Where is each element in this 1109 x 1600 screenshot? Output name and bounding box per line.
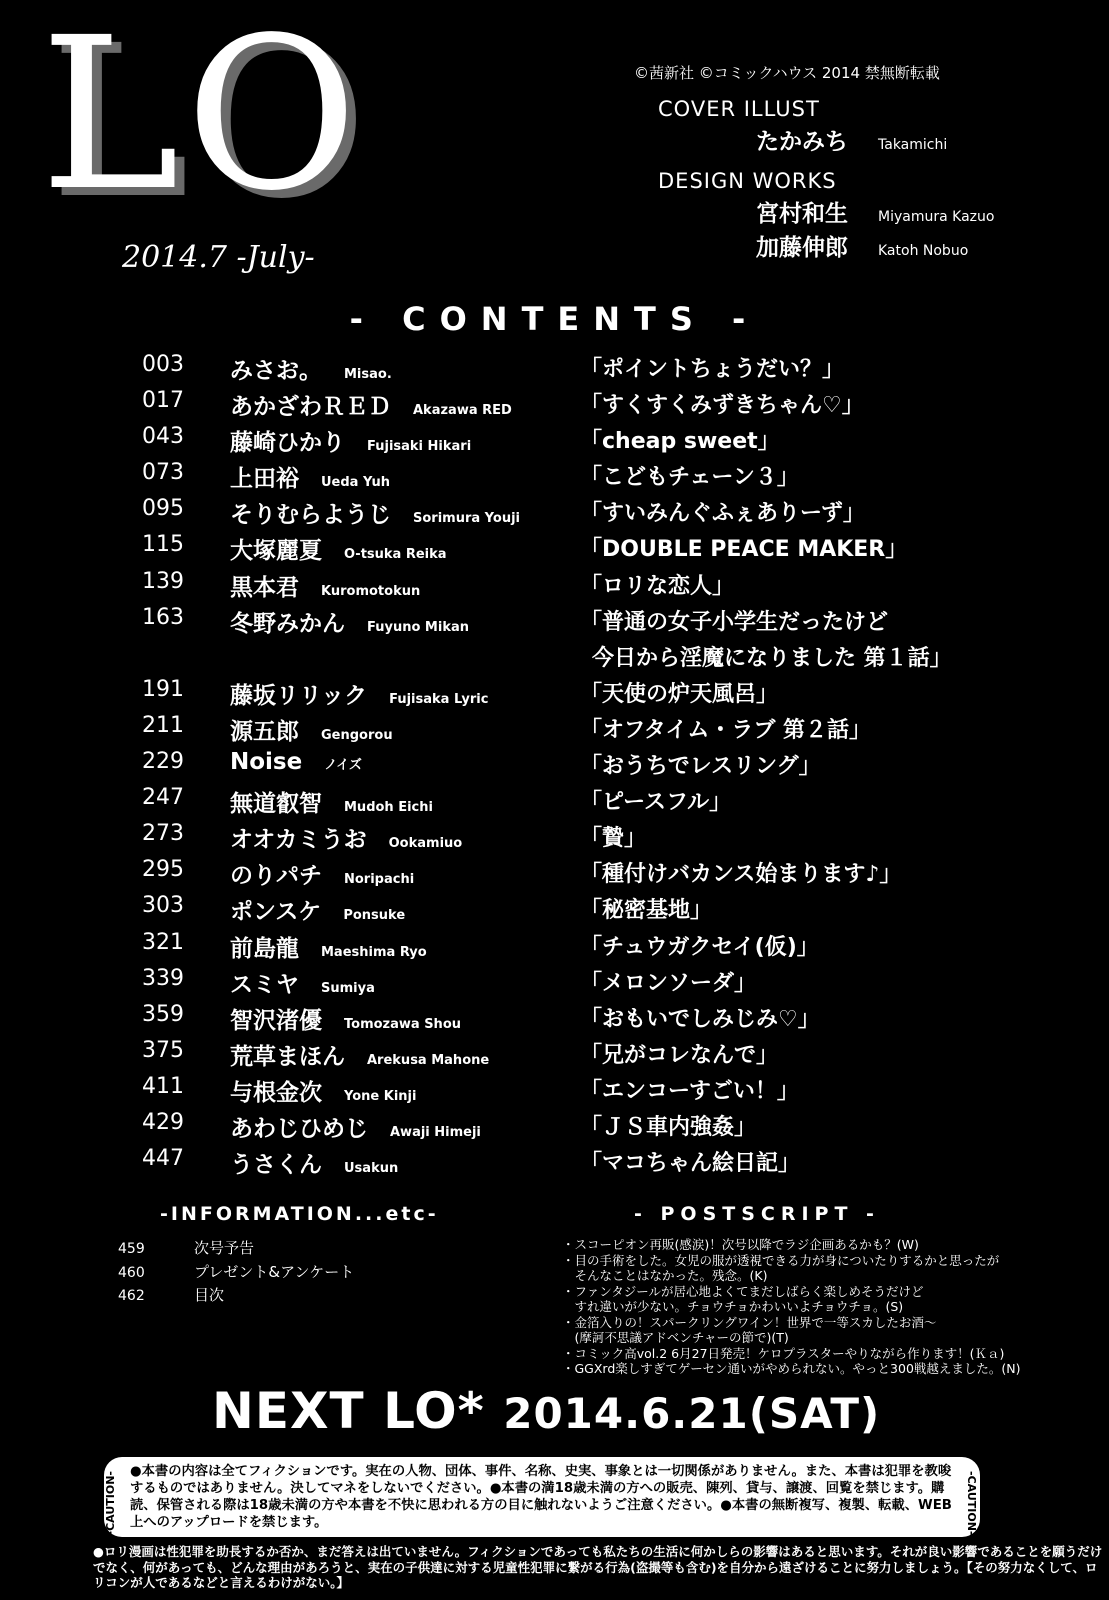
toc-row — [142, 930, 1082, 966]
postscript-line: (摩訶不思議アドベンチャーの節で)(T) — [562, 1330, 789, 1345]
toc-page-number: 139 — [142, 568, 184, 594]
toc-row — [142, 1038, 1082, 1074]
toc-author — [230, 1110, 481, 1143]
caution-label-left: -CAUTION- — [104, 1471, 117, 1536]
toc-author-jp: うさくん — [230, 1152, 322, 1179]
information-heading: -INFORMATION...etc- — [160, 1203, 439, 1225]
toc-author-jp: あわじひめじ — [230, 1115, 368, 1142]
credits-block — [630, 62, 1100, 261]
toc-author — [230, 677, 488, 710]
toc-row — [142, 713, 1082, 749]
copyright-notice: ©茜新社 ©コミックハウス 2014 禁無断転載 — [634, 64, 940, 82]
toc-row — [142, 1002, 1082, 1038]
toc-author-en: Fujisaki Hikari — [367, 439, 472, 455]
toc-author-jp: オオカミうお — [230, 827, 367, 854]
footnote: ●ロリ漫画は性犯罪を助長するか否か、まだ答えは出ていません。フィクションであっても私たちの生活に何かしらの影響はあると思います。それが良い影響であることを願うだけでなく、何があっても、どんな理由があろうと、実在の子供達に対する児童性犯罪に繋がる行為(盗撮等も含む)を自分から遠ざけることに努力しましょう。【その努力なくして、ロリコンが人であるなどと言えるわけがない。】 — [93, 1544, 1103, 1590]
toc-story-title: 「エンコーすごい！」 — [580, 1078, 799, 1104]
toc-author-jp: 藤坂リリック — [230, 682, 368, 709]
cover-illust-heading: COVER ILLUST — [658, 97, 820, 121]
toc-author-jp: 黒本君 — [230, 574, 299, 601]
toc-page-number: 191 — [142, 676, 184, 702]
toc-author-en: Ookamiuo — [388, 836, 463, 852]
toc-author-jp: 藤崎ひかり — [230, 430, 345, 457]
toc-page-number: 359 — [142, 1001, 184, 1027]
toc-story-title: 「普通の女子小学生だったけど — [580, 609, 889, 635]
toc-author — [230, 713, 393, 746]
postscript-line: ・コミック高vol.2 6月27日発売！ケロプラスターやりながら作ります！(Ｋａ) — [562, 1345, 1005, 1361]
toc-row — [142, 532, 1082, 568]
toc-author-en: Sorimura Youji — [413, 511, 520, 527]
info-item — [118, 1237, 354, 1261]
toc-page-number: 163 — [142, 604, 184, 630]
toc-page-number: 411 — [142, 1073, 184, 1099]
toc-row — [142, 460, 1082, 496]
toc-author — [230, 460, 390, 493]
toc-author-en: Tomozawa Shou — [344, 1016, 461, 1032]
postscript-line: そんなことはなかった。残念。(K) — [562, 1268, 768, 1283]
toc-page-number: 017 — [142, 388, 184, 414]
next-issue-date: 2014.6.21(SAT) — [503, 1389, 881, 1438]
toc-row — [142, 749, 1082, 785]
toc-author — [230, 1146, 398, 1179]
toc-author-jp: 与根金次 — [230, 1079, 322, 1106]
toc-row — [142, 1146, 1082, 1182]
next-issue-label: NEXT LO* — [212, 1382, 485, 1440]
toc-author-en: Fuyuno Mikan — [367, 619, 469, 635]
toc-author-en: Fujisaka Lyric — [389, 691, 489, 707]
info-label: プレゼント&アンケート — [194, 1262, 355, 1281]
next-issue — [212, 1382, 880, 1440]
toc-author-jp: のりパチ — [230, 863, 322, 890]
toc-author-jp: スミヤ — [230, 971, 299, 998]
toc-author-en: Noripachi — [344, 872, 415, 888]
toc-story-title: 「ピースフル」 — [580, 790, 732, 816]
toc-author-jp: 冬野みかん — [230, 610, 345, 637]
toc-author — [230, 821, 462, 854]
toc-page-number: 295 — [142, 857, 184, 883]
toc-author-en: Gengorou — [321, 727, 393, 743]
caution-label-right: -CAUTION- — [965, 1471, 978, 1536]
toc-author-jp: Noise — [230, 749, 303, 776]
postscript-line: ・ファンタジールが居心地よくてまだしばらく楽しめそうだけど — [562, 1283, 924, 1299]
designer-en: Miyamura Kazuo — [878, 209, 995, 225]
toc-author-jp: 前島龍 — [230, 935, 299, 962]
cover-artist-jp: たかみち — [756, 129, 848, 155]
toc-author-jp: 智沢渚優 — [230, 1007, 322, 1034]
toc-row — [142, 1074, 1082, 1110]
contents-heading: - CONTENTS - — [349, 300, 760, 338]
toc-page-number: 273 — [142, 821, 184, 847]
toc-row — [142, 424, 1082, 460]
toc-author-en: ノイズ — [324, 758, 362, 774]
toc-author — [230, 857, 414, 890]
toc-story-title: 「すいみんぐふぇありーず」 — [580, 501, 865, 527]
designer-en: Katoh Nobuo — [878, 243, 969, 259]
info-label: 目次 — [194, 1286, 225, 1304]
toc-author-en: Arekusa Mahone — [367, 1052, 490, 1068]
toc-page-number: 339 — [142, 965, 184, 991]
toc-row — [142, 893, 1082, 929]
designer — [756, 229, 1100, 261]
designer-jp: 加藤伸郎 — [756, 235, 848, 261]
info-page: 459 — [118, 1241, 145, 1257]
toc-row-continuation — [142, 641, 1082, 677]
toc-row — [142, 1110, 1082, 1146]
toc-story-title: 「ポイントちょうだい？」 — [580, 357, 845, 382]
toc-author — [230, 352, 392, 385]
table-of-contents — [142, 352, 1082, 1182]
toc-row — [142, 605, 1082, 641]
toc-row — [142, 388, 1082, 424]
toc-page-number: 043 — [142, 424, 184, 450]
postscript-line: ・金箔入りの！スパークリングワイン！世界で一等スカしたお酒～ — [562, 1314, 937, 1330]
toc-author-en: Sumiya — [321, 980, 375, 996]
toc-story-title: 「贄」 — [580, 826, 647, 852]
magazine-logo: LO — [40, 0, 364, 237]
toc-row — [142, 785, 1082, 821]
toc-page-number: 429 — [142, 1109, 184, 1135]
toc-author — [230, 930, 427, 963]
toc-author — [230, 893, 405, 926]
toc-author-jp: 荒草まほん — [230, 1043, 345, 1070]
cover-artist — [756, 123, 1100, 155]
toc-author — [230, 569, 420, 602]
toc-page-number: 073 — [142, 460, 184, 486]
toc-story-title: 「オフタイム・ラブ 第２話」 — [580, 717, 872, 743]
toc-author-en: Yone Kinji — [344, 1088, 417, 1104]
toc-row — [142, 966, 1082, 1002]
toc-author-jp: そりむらようじ — [230, 502, 391, 529]
toc-author-jp: ポンスケ — [230, 899, 322, 926]
toc-story-title: 「おもいでしみじみ♡」 — [580, 1006, 820, 1032]
toc-story-title: 「ＪＳ車内強姦」 — [580, 1114, 757, 1140]
toc-author-jp: 無道叡智 — [230, 791, 322, 818]
info-item — [118, 1261, 354, 1285]
toc-row — [142, 352, 1082, 388]
caution-text: ●本書の内容は全てフィクションです。実在の人物、団体、事件、名称、史実、事象とは一切関係がありません。また、本書は犯罪を教唆するものではありません。決してマネをしないでください。●本書の満18歳未満の方への販売、陳列、貸与、譲渡、回覧を禁じます。購読、保管される際は18歳未満の方や本書を不快に思われる方の目に触れないようご注意ください。●本書の無断複写、複製、転載、WEB上へのアップロードを禁じます。 — [130, 1464, 952, 1530]
toc-author — [230, 966, 375, 999]
toc-page-number: 003 — [142, 352, 184, 377]
toc-author — [230, 785, 433, 818]
toc-author-en: Awaji Himeji — [390, 1124, 481, 1140]
toc-row — [142, 496, 1082, 532]
toc-story-title: 「秘密基地」 — [580, 898, 713, 924]
toc-author-jp: 大塚麗夏 — [230, 538, 322, 565]
toc-author — [230, 1002, 461, 1035]
toc-story-title: 「兄がコレなんで」 — [580, 1042, 779, 1068]
postscript-list — [562, 1237, 1082, 1377]
toc-author-en: Ueda Yuh — [321, 475, 390, 491]
toc-page-number: 447 — [142, 1146, 184, 1172]
toc-page-number: 321 — [142, 929, 184, 955]
toc-page-number: 303 — [142, 893, 184, 919]
toc-row — [142, 821, 1082, 857]
toc-page-number: 211 — [142, 712, 184, 738]
toc-author-en: O-tsuka Reika — [344, 547, 447, 563]
toc-story-title: 「種付けバカンス始まります♪」 — [580, 862, 902, 888]
toc-story-title: 「おうちでレスリング」 — [580, 754, 821, 780]
toc-author — [230, 1038, 489, 1071]
toc-page-number: 115 — [142, 532, 184, 558]
postscript-heading: - POSTSCRIPT - — [634, 1203, 880, 1225]
toc-author-en: Kuromotokun — [321, 583, 421, 599]
toc-story-title: 「cheap sweet」 — [580, 429, 780, 455]
toc-author-en: Usakun — [344, 1161, 399, 1177]
cover-artist-en: Takamichi — [878, 137, 948, 153]
toc-author-en: Misao. — [344, 367, 392, 382]
toc-author-en: Mudoh Eichi — [344, 800, 433, 816]
toc-author — [230, 1074, 416, 1107]
postscript-line: すれ違いが少ない。チョウチョかわいいよチョウチョ。(S) — [562, 1299, 904, 1314]
toc-page-number: 229 — [142, 749, 184, 775]
toc-story-title: 「天使の炉天風呂」 — [580, 681, 779, 707]
toc-author — [230, 605, 469, 638]
toc-story-title: 「こどもチェーン３」 — [580, 465, 799, 491]
toc-story-title: 「すくすくみずきちゃん♡」 — [580, 393, 864, 419]
toc-story-title: 「ロリな恋人」 — [580, 573, 735, 599]
designer-jp: 宮村和生 — [756, 201, 848, 227]
info-page: 460 — [118, 1264, 145, 1281]
toc-author-jp: 源五郎 — [230, 718, 299, 745]
postscript-line: ・スコーピオン再販(感涙)！次号以降でラジ企画あるかも？(W) — [562, 1237, 919, 1252]
toc-page-number: 095 — [142, 496, 184, 522]
toc-page-number: 375 — [142, 1037, 184, 1063]
postscript-line: ・GGXrd楽しすぎてゲーセン通いがやめられない。やっと300戦越えました。(N) — [562, 1361, 1021, 1376]
toc-author-jp: あかざわＲＥＤ — [230, 394, 391, 421]
toc-author — [230, 496, 520, 529]
toc-author-jp: 上田裕 — [230, 466, 299, 493]
toc-author-jp: みさお。 — [230, 358, 322, 384]
toc-page-number: 247 — [142, 785, 184, 811]
toc-author — [230, 749, 362, 775]
designer — [756, 195, 1100, 227]
caution-box — [104, 1457, 980, 1537]
toc-story-title: 「チュウガクセイ(仮)」 — [580, 934, 819, 960]
toc-story-title: 「マコちゃん絵日記」 — [580, 1151, 801, 1177]
issue-date: 2014.7 -July- — [122, 240, 315, 275]
info-page: 462 — [118, 1288, 145, 1304]
info-item — [118, 1284, 354, 1308]
toc-author — [230, 424, 471, 457]
toc-author-en: Ponsuke — [343, 908, 406, 924]
postscript-line: ・目の手術をした。女児の服が透視できる力が身についたりするかと思ったが — [562, 1252, 1000, 1268]
toc-row — [142, 569, 1082, 605]
toc-row — [142, 677, 1082, 713]
toc-story-title: 「メロンソーダ」 — [580, 970, 757, 996]
info-label: 次号予告 — [194, 1239, 255, 1257]
toc-story-title: 「DOUBLE PEACE MAKER」 — [580, 537, 908, 563]
toc-author-en: Akazawa RED — [413, 403, 512, 419]
design-works-heading: DESIGN WORKS — [658, 169, 837, 193]
toc-author-en: Maeshima Ryo — [321, 944, 427, 960]
information-list — [118, 1237, 354, 1308]
toc-author — [230, 388, 512, 421]
toc-row — [142, 857, 1082, 893]
toc-story-title-continued: 今日から淫魔になりました 第１話」 — [592, 645, 952, 671]
toc-author — [230, 532, 447, 565]
